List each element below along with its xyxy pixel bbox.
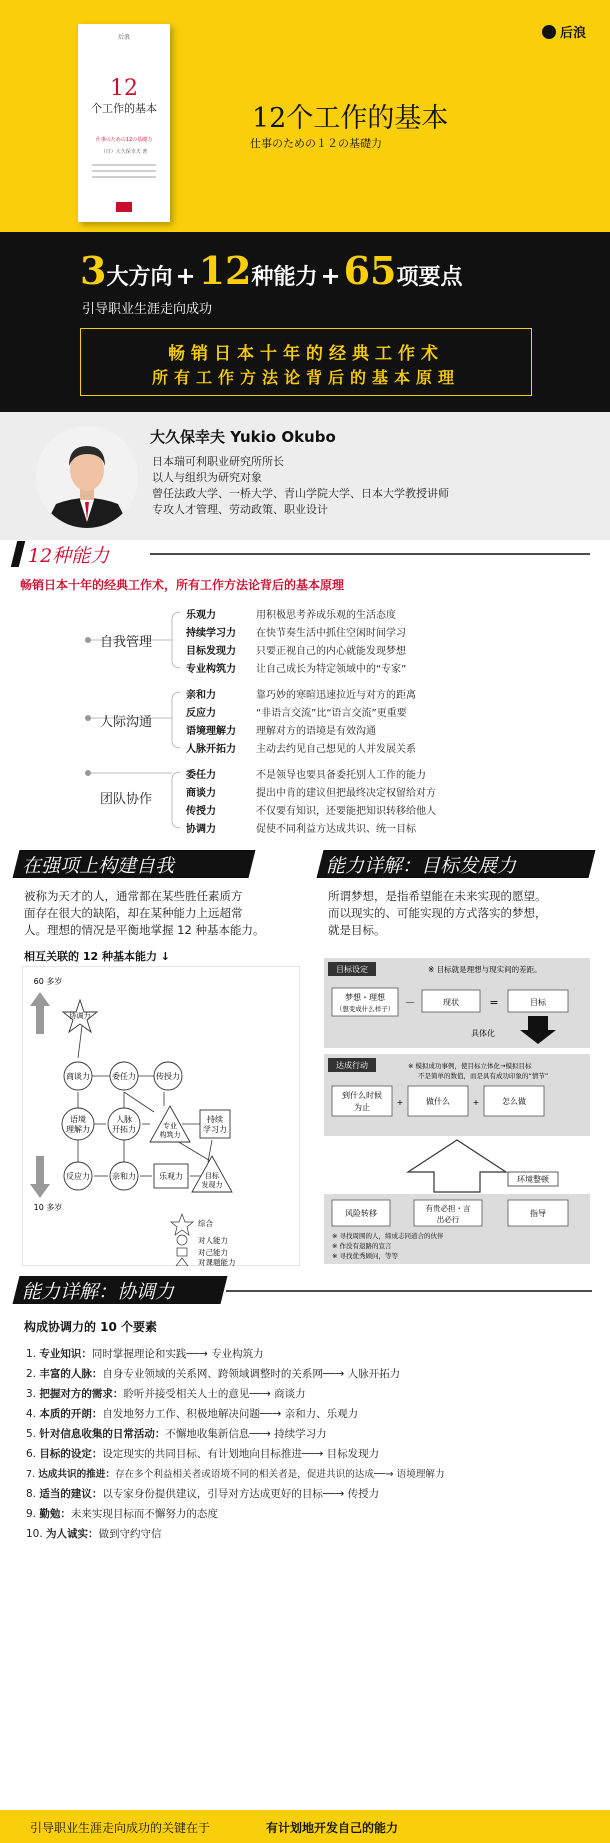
plus-sign: + [472,1098,480,1107]
author-avatar [36,426,138,528]
list-item [26,1526,162,1541]
brand-name: 后浪 [559,26,586,41]
author-bio-line: 曾任法政大学、一桥大学、青山学院大学、日本大学教授讲师 [152,487,449,500]
list-item [26,1426,327,1441]
ability-desc: 理解对方的语境是有效沟通 [256,726,376,737]
section-header-strength [22,851,174,877]
env-note: ※ 作没有退路的宣言 [332,1242,392,1250]
ability-desc: 靠巧妙的寒暄迅速拉近与对方的距离 [256,690,416,701]
header-mark [11,541,25,567]
legend-circle-icon [177,1235,187,1245]
book-text-lines [92,164,156,182]
goal-paragraph [328,888,547,939]
what-label: 做什么 [426,1097,450,1106]
list-text: 自发地努力工作、积极地解决问题──→ 亲和力、乐观力 [102,1408,359,1420]
footer-text: 引导职业生涯走向成功的关键在于 [30,1821,211,1835]
list-label: 专业知识： [39,1348,92,1360]
list-item [26,1406,358,1421]
author-bio-line: 以人与组织为研究对象 [152,471,262,484]
ability-relation-diagram [22,966,300,1266]
headline [80,248,463,293]
list-no: 4. [26,1408,37,1420]
headline-num-1: 3 [80,248,107,293]
node-label: 协调力 [69,1012,91,1020]
legend-label: 对课题能力 [198,1258,236,1266]
ability-name: 传授力 [186,806,216,817]
ability-desc: 促使不同利益方达成共识、统一目标 [256,824,416,835]
legend-label: 对人能力 [198,1236,228,1245]
tree-dot [85,637,91,643]
paragraph-line: 人。理想的情况是平衡地掌握 12 种基本能力。 [24,923,265,937]
section-rule [150,552,590,556]
age-top-label: 60 多岁 [33,977,63,986]
list-no: 8. [26,1488,37,1500]
node-label: 商谈力 [66,1072,90,1081]
page-subtitle: 仕事のための１２の基礎力 [250,137,382,150]
list-text: 以专家身份提供建议，引导对方达成更好的目标──→ 传授力 [102,1488,380,1500]
ability-name: 反应力 [186,708,216,719]
list-title: 构成协调力的 10 个要素 [24,1320,158,1334]
author-bio [152,454,449,518]
when-label: 为止 [354,1103,370,1112]
node-label: 构筑力 [159,1131,181,1139]
paragraph-line: 就是目标。 [328,923,386,937]
book-author: （日）大久保幸夫 著 [100,149,148,155]
list-label: 把握对方的需求： [39,1388,124,1400]
when-label: 到什么时候 [342,1091,382,1100]
headline-num-3: 65 [343,248,397,293]
ability-name: 专业构筑力 [186,664,236,675]
brand-logo [542,22,586,41]
section-header-goal [326,851,516,877]
ability-name: 人脉开拓力 [186,744,236,755]
ability-name: 语境理解力 [186,726,236,737]
ability-desc: 提出中肯的建议但把最终决定权留给对方 [256,788,436,799]
headline-txt-3: 项要点 [396,265,463,290]
node-label: 开拓力 [112,1125,136,1134]
book-publisher: 后浪 [117,34,130,41]
node-label: 语境 [70,1115,86,1124]
list-label: 勤勉： [39,1508,71,1520]
plus-sign: + [396,1098,404,1107]
ability-desc: 让自己成长为特定领域中的“专家” [256,664,407,675]
goal-note: ※ 目标就是理想与现实间的差距。 [428,965,542,974]
list-label: 针对信息收集的日常活动： [39,1428,166,1440]
age-bottom-label: 10 多岁 [33,1203,63,1212]
ability-name: 目标发现力 [186,646,236,657]
plus-sign: + [175,262,196,290]
list-text: 聆听并接受相关人士的意见──→ 商谈力 [123,1388,306,1400]
list-label: 本质的开朗： [39,1408,103,1420]
section-header-coordination [22,1277,174,1303]
list-label: 达成共识的推进： [38,1469,115,1480]
action-note: 不是简单的数值，而是具有成功印象的“情节” [418,1072,549,1080]
list-label: 为人诚实： [46,1528,99,1540]
env-note: ※ 寻找优秀顾问，等等 [332,1252,399,1260]
list-item [26,1386,306,1401]
legend-label: 综合 [198,1219,213,1228]
section-header-abilities [14,541,109,567]
node-label: 发现力 [201,1181,223,1189]
headline-band [0,232,610,412]
node-label: 持续 [207,1115,223,1124]
list-text: 自身专业领域的关系网、跨领域调整时的关系网──→ 人脉开拓力 [102,1368,401,1380]
paragraph-line: 而以现实的、可能实现的方式落实的梦想， [328,906,547,920]
group-communication: 人际沟通 [100,715,153,730]
dream-sub: （想变成什么样子） [335,1005,395,1013]
author-bio-line: 日本瑞可利职业研究所所长 [152,455,284,468]
footer-emphasis: 有计划地开发自己的能力 [266,1821,399,1835]
node-label: 专业 [163,1122,177,1130]
section-title: 12种能力 [28,544,110,567]
node-label: 人脉 [116,1115,132,1124]
slogan-line-2: 所有工作方法论背后的基本原理 [151,368,460,387]
book-title: 个工作的基本 [91,102,157,115]
paragraph-line: 面存在很大的缺陷，却在某种能力上远超常 [24,906,243,920]
author-name: 大久保幸夫 Yukio Okubo [150,428,336,446]
book-number: 12 [110,76,138,101]
reality-label: 现状 [443,998,459,1007]
tag-action: 达成行动 [336,1061,368,1070]
ability-desc: 不仅要有知识，还要能把知识转移给他人 [256,806,436,817]
list-item [26,1346,264,1361]
ability-desc: 主动去约见自己想见的人并发展关系 [256,744,416,755]
ability-name: 持续学习力 [186,628,236,639]
node-label: 传授力 [156,1072,180,1081]
headline-num-2: 12 [198,248,252,293]
node-label: 目标 [205,1172,219,1180]
ability-tree [0,600,610,840]
list-item [26,1366,400,1381]
section-rule [226,1289,592,1293]
ability-name: 亲和力 [186,690,216,701]
list-text: 同时掌握理论和实践──→ 专业构筑力 [91,1348,264,1360]
headline-txt-2: 种能力 [251,265,318,290]
target-label: 目标 [530,998,546,1007]
paragraph-line: 所谓梦想，是指希望能在未来实现的愿望。 [328,889,547,903]
list-text: 不懈地收集新信息──→ 持续学习力 [165,1428,327,1440]
publisher-logo-icon [116,202,132,212]
section-title: 能力详解：协调力 [22,1280,175,1303]
section-tagline: 畅销日本十年的经典工作术，所有工作方法论背后的基本原理 [20,578,345,592]
ability-desc: 用积极思考养成乐观的生活态度 [256,610,396,621]
page-title: 12个工作的基本 [252,103,449,134]
list-no: 10. [26,1528,43,1540]
concretize-label: 具体化 [471,1029,495,1038]
list-item [26,1466,445,1480]
guide-label: 指导 [530,1209,546,1218]
env-label: 环境整顿 [517,1175,549,1184]
slogan-box [80,328,532,396]
ability-name: 商谈力 [186,788,216,799]
headline-subtitle: 引导职业生涯走向成功 [82,302,213,317]
footer-bar [0,1810,610,1843]
ability-desc: 只要正视自己的内心就能发现梦想 [256,646,406,657]
legend-label: 对己能力 [198,1248,228,1257]
list-label: 目标的设定： [39,1448,103,1460]
minus-sign: － [404,996,416,1009]
node-label: 反应力 [66,1172,90,1181]
dream-label: 梦想・理想 [345,993,385,1002]
list-text: 存在多个利益相关者或语境不同的相关者是，促进共识的达成──→ 语境理解力 [114,1469,445,1480]
list-item [26,1506,218,1521]
equals-sign: = [489,996,499,1009]
node-label: 亲和力 [112,1172,136,1181]
action-note: ※ 模拟成功事例，使目标立体化→模拟目标 [408,1062,532,1070]
goal-diagram [318,950,596,1266]
list-text: 未来实现目标而不懈努力的态度 [70,1508,218,1520]
risk-label: 风险转移 [345,1209,377,1218]
author-bio-line: 专攻人才管理、劳动政策、职业设计 [152,503,328,516]
list-no: 7. [26,1469,36,1480]
env-note: ※ 寻找周围的人，缔成志同道合的伙伴 [332,1232,444,1240]
how-label: 怎么做 [502,1097,526,1106]
ability-name: 乐观力 [186,610,216,621]
list-item [26,1446,379,1461]
list-no: 9. [26,1508,37,1520]
book-cover [78,24,170,222]
plus-sign: + [320,262,341,290]
list-label: 丰富的人脉： [39,1368,103,1380]
node-label: 委任力 [112,1072,136,1081]
tree-dot [85,770,91,776]
list-item [26,1486,379,1501]
tag-goal-setting: 目标设定 [336,965,368,974]
list-text: 做到守约守信 [98,1528,162,1540]
list-no: 1. [26,1348,37,1360]
hero-banner [0,0,610,232]
ability-name: 协调力 [186,824,216,835]
author-section [0,412,610,540]
boss-label: 有贵必担・言 [425,1204,471,1213]
section-title: 能力详解：目标发展力 [326,854,517,877]
node-label: 乐观力 [159,1172,183,1181]
list-text: 设定现实的共同目标、有计划地向目标推进──→ 目标发现力 [102,1448,380,1460]
list-no: 6. [26,1448,37,1460]
legend-square-icon [177,1248,187,1256]
diagram-title: 相互关联的 12 种基本能力 ↓ [24,950,171,963]
strength-paragraph [24,888,264,939]
tree-dot [85,715,91,721]
slogan-line-1: 畅销日本十年的经典工作术 [168,344,444,364]
section-title: 在强项上构建自我 [22,854,175,877]
group-teamwork: 团队协作 [100,792,153,807]
ability-desc: 不是领导也要具备委托别人工作的能力 [256,770,426,781]
group-self-management: 自我管理 [100,635,153,650]
headline-txt-1: 大方向 [106,265,173,290]
node-label: 学习力 [203,1125,227,1134]
book-subtitle: 仕事のための12の基礎力 [95,137,153,143]
boss-label: 出必行 [436,1215,460,1224]
ability-name: 委任力 [186,770,216,781]
list-no: 2. [26,1368,37,1380]
ability-desc: “非语言交流”比“语言交流”更重要 [256,708,407,719]
node-label: 理解力 [66,1125,90,1134]
paragraph-line: 被称为天才的人，通常都在某些胜任素质方 [24,889,243,903]
brand-mark-icon [542,25,556,39]
ability-desc: 在快节奏生活中抓住空闲时间学习 [256,628,406,639]
list-no: 5. [26,1428,37,1440]
list-no: 3. [26,1388,37,1400]
list-label: 适当的建议： [39,1488,103,1500]
